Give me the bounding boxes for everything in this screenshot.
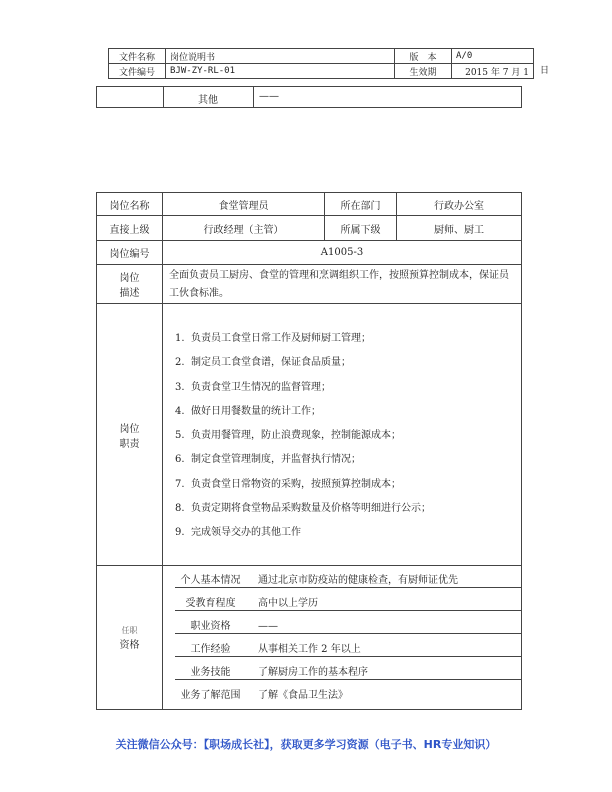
qualification-row: [163, 593, 521, 615]
duty-item: 6. 制定食堂管理制度，并监督执行情况；: [175, 454, 361, 466]
version-value: A/0: [452, 49, 534, 64]
dept-value: 行政办公室: [397, 193, 522, 216]
qualification-divider: [175, 610, 521, 611]
duty-item: 5. 负责用餐管理，防止浪费现象，控制能源成本；: [175, 430, 401, 442]
effective-day-unit: 日: [540, 66, 550, 76]
duty-item: 8. 负责定期将食堂物品采购数量及价格等明细进行公示；: [175, 503, 431, 515]
other-label: 其他: [198, 95, 218, 106]
job-desc-label: 岗位 描述: [97, 265, 163, 304]
qualification-divider: [175, 656, 521, 657]
duties-cell: [163, 304, 522, 566]
doc-no-label: 文件编号: [109, 64, 166, 79]
duty-item: 7. 负责食堂日常物资的采购，按照预算控制成本；: [175, 478, 401, 490]
qualification-key: 个人基本情况: [180, 575, 241, 586]
duty-item: 1. 负责员工食堂日常工作及厨师厨工管理；: [175, 333, 371, 344]
effective-label: 生效期: [395, 64, 452, 79]
qualification-row: [163, 616, 521, 638]
qualifications-list: [169, 570, 515, 702]
qualification-divider: [175, 633, 521, 634]
subordinate-value: 厨师、厨工: [397, 216, 522, 241]
dept-label: 所在部门: [325, 193, 397, 216]
qualification-divider: [175, 679, 521, 680]
qualification-value: 通过北京市防疫站的健康检查，有厨师证优先: [258, 575, 458, 586]
qualification-value: 从事相关工作 2 年以上: [258, 644, 361, 655]
duty-item: 9. 完成领导交办的其他工作: [175, 527, 301, 539]
subordinate-label: 所属下级: [325, 216, 397, 241]
qualifications-cell: [163, 566, 522, 710]
job-title-label: 岗位名称: [97, 193, 163, 216]
document-header: [108, 48, 534, 79]
duty-item: 4. 做好日用餐数量的统计工作；: [175, 405, 321, 417]
duty-item: 2. 制定员工食堂食谱，保证食品质量；: [175, 357, 351, 369]
qualification-key: 业务了解范围: [180, 690, 241, 701]
version-label: 版 本: [395, 49, 452, 64]
qualification-key: 工作经验: [190, 644, 231, 655]
doc-no-value: BJW-ZY-RL-01: [166, 64, 395, 79]
job-description-table: [96, 192, 522, 710]
qualification-value: 了解厨房工作的基本程序: [258, 667, 368, 678]
qualification-value: 了解《食品卫生法》: [258, 690, 348, 701]
qualification-value: ——: [258, 621, 278, 632]
footer-promo: 关注微信公众号：【职场成长社】，获取更多学习资源（电子书、HR专业知识）: [115, 738, 497, 751]
doc-name-label: 文件名称: [109, 49, 166, 64]
qualification-row: [163, 662, 521, 684]
qualification-divider: [175, 587, 521, 588]
qualification-value: 高中以上学历: [258, 598, 318, 609]
duties-label: 岗位 职责: [97, 304, 163, 566]
job-code-value: A1005-3: [163, 241, 522, 265]
other-value: ——: [259, 91, 279, 102]
job-title-value: 食堂管理员: [163, 193, 325, 216]
qualification-key: 业务技能: [190, 667, 231, 678]
qualification-key: 受教育程度: [185, 598, 236, 609]
job-desc-text: 全面负责员工厨房、食堂的管理和烹调组织工作，按照预算控制成本，保证员工伙食标准。: [163, 265, 522, 304]
superior-label: 直接上级: [97, 216, 163, 241]
other-row: [96, 86, 522, 108]
qualification-key: 职业资格: [190, 621, 231, 632]
job-code-label: 岗位编号: [97, 241, 163, 265]
doc-name-value: 岗位说明书: [166, 49, 395, 64]
duty-item: 3. 负责食堂卫生情况的监督管理；: [175, 381, 331, 393]
duties-list: [175, 327, 515, 546]
qualifications-label: 任职 资格: [97, 566, 163, 710]
effective-date: 2015 年 7 月 1: [452, 64, 534, 79]
superior-value: 行政经理（主管）: [163, 216, 325, 241]
qualification-row: [163, 639, 521, 661]
qualification-row: [163, 570, 521, 592]
qualification-row: [163, 685, 521, 707]
